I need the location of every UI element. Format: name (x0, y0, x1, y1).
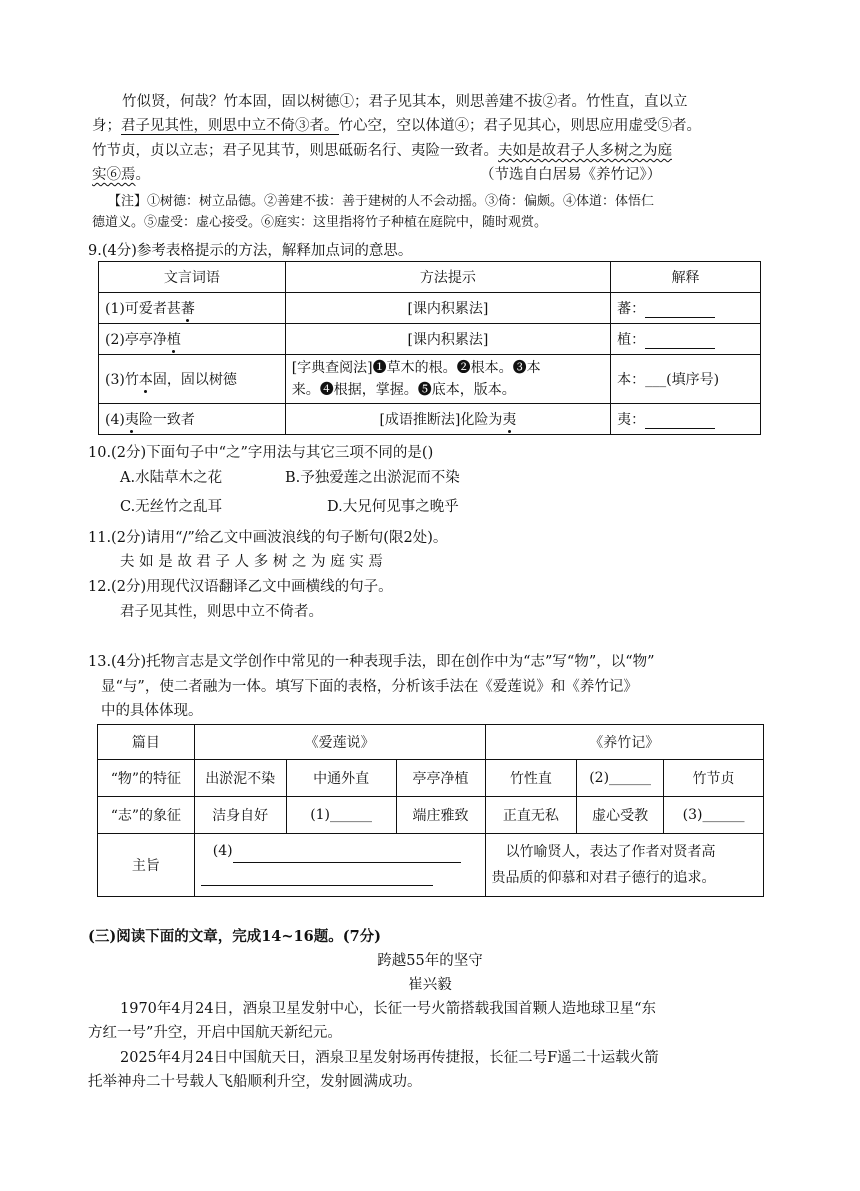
table-row (98, 797, 764, 834)
passage-text: 身； (92, 118, 121, 134)
row-label: 主旨 (98, 834, 195, 897)
table-cell: 洁身自好 (194, 797, 286, 834)
word-cell (99, 293, 286, 324)
method-cell (285, 404, 610, 435)
q12-sentence: 君子见其性，则思中立不倚者。 (120, 604, 323, 620)
article-author: 崔兴毅 (408, 977, 452, 993)
table-row (99, 404, 761, 435)
passage-text: 。 (135, 167, 150, 183)
table-cell: 中通外直 (286, 760, 396, 797)
theme-text-cell (485, 834, 763, 897)
dotted-word: 本 (138, 372, 153, 388)
q10-option-c[interactable]: C.无丝竹之乱耳 (120, 499, 223, 515)
table-row (99, 324, 761, 355)
q13-stem-line-2: 显“与”，使二者融为一体。填写下面的表格，分析该手法在《爱莲说》和《养竹记》 (101, 679, 638, 695)
table-header-row (98, 725, 764, 760)
answer-blank[interactable]: (2)______ (577, 760, 664, 797)
table-row (98, 760, 764, 797)
article-paragraph-1: 1970年4月24日，酒泉卫星发射中心，长征一号火箭搭载我国首颗人造地球卫星“东 (120, 1001, 656, 1017)
dotted-word: 夷 (124, 412, 139, 428)
q10-option-b[interactable]: B.予独爱莲之出淤泥而不染 (285, 470, 460, 486)
word-text: (4) (105, 412, 125, 428)
answer-cell[interactable] (611, 324, 761, 355)
passage-line-3 (92, 138, 672, 164)
word-text: (3)竹 (105, 372, 139, 388)
answer-cell[interactable]: 本：___(填序号) (611, 355, 761, 404)
theme-line (201, 863, 479, 886)
word-cell (99, 324, 286, 355)
method-line: 来。❹根据，掌握。❺底本，版本。 (291, 382, 516, 398)
answer-blank[interactable] (233, 840, 461, 863)
table-cell: 端庄雅致 (396, 797, 485, 834)
notes-line-1: 【注】①树德：树立品德。②善建不拔：善于建树的人不会动摇。③倚：偏颇。④体道：体悟仁 (108, 194, 655, 209)
theme-answer-cell[interactable] (194, 834, 485, 897)
method-text: [成语推断法]化险为 (379, 412, 503, 428)
table-header: 解释 (611, 262, 761, 293)
theme-text: 以竹喻贤人，表达了作者对贤者高 (505, 844, 716, 860)
dotted-word: 植 (166, 332, 181, 348)
answer-blank[interactable]: (3)______ (664, 797, 764, 834)
table-cell: 竹性直 (485, 760, 577, 797)
row-label: “物”的特征 (98, 760, 195, 797)
answer-cell[interactable] (611, 293, 761, 324)
q9-table (98, 261, 761, 435)
table-cell: 亭亭净植 (396, 760, 485, 797)
word-text: 险一致者 (138, 412, 195, 428)
work-title: 《爱莲说》 (194, 725, 485, 760)
article-paragraph-1-cont: 方红一号”升空，开启中国航天新纪元。 (88, 1025, 342, 1041)
answer-blank[interactable] (645, 332, 715, 349)
section-heading: (三)阅读下面的文章，完成14~16题。(7分) (88, 928, 382, 945)
method-cell: [课内积累法] (285, 293, 610, 324)
table-header-row (99, 262, 761, 293)
q11-stem: 11.(2分)请用“/”给乙文中画波浪线的句子断句(限2处)。 (88, 530, 448, 546)
article-paragraph-2-cont: 托举神舟二十号载人飞船顺利升空，发射圆满成功。 (88, 1074, 422, 1090)
article-paragraph-2: 2025年4月24日中国航天日，酒泉卫星发射场再传捷报，长征二号F遥二十运载火箭 (120, 1050, 659, 1066)
passage-source: （节选自白居易《养竹记》） (480, 167, 662, 183)
passage-line-4 (92, 162, 150, 188)
table-cell: 竹节贞 (664, 760, 764, 797)
blank-label: (4) (212, 843, 233, 859)
answer-label: 植： (617, 332, 646, 348)
wavy-sentence: 夫如是故君子人多树之为庭 (498, 143, 672, 159)
answer-label: 蕃： (617, 301, 646, 317)
table-header: 方法提示 (285, 262, 610, 293)
answer-cell[interactable] (611, 404, 761, 435)
answer-blank[interactable] (645, 412, 715, 429)
q12-stem: 12.(2分)用现代汉语翻译乙文中画横线的句子。 (88, 579, 393, 595)
q13-table (97, 724, 764, 897)
table-cell: 出淤泥不染 (194, 760, 286, 797)
theme-line (201, 840, 479, 863)
article-title: 跨越55年的坚守 (377, 953, 483, 969)
passage-text: 竹心空，空以体道④；君子见其心，则思应用虚受⑤者。 (338, 118, 701, 134)
table-row (99, 355, 761, 404)
word-text: (2)亭亭净 (105, 332, 167, 348)
answer-blank[interactable]: (1)______ (286, 797, 396, 834)
dotted-word: 蕃 (180, 301, 195, 317)
answer-label: 夷： (617, 412, 646, 428)
theme-text: 贵品质的仰慕和对君子德行的追求。 (491, 870, 716, 886)
passage-line-1: 竹似贤，何哉？竹本固，固以树德①；君子见其本，则思善建不拔②者。竹性直，直以立 (122, 94, 688, 110)
passage-text: 竹节贞，贞以立志；君子见其节，则思砥砺名行、夷险一致者。 (92, 143, 498, 159)
underlined-sentence: 君子见其性，则思中立不倚③者。 (121, 118, 339, 134)
work-title: 《养竹记》 (485, 725, 763, 760)
word-text: (1)可爱者甚 (105, 301, 181, 317)
answer-blank[interactable] (645, 301, 715, 318)
table-cell: 正直无私 (485, 797, 577, 834)
answer-blank[interactable] (201, 863, 433, 886)
option-text: A.水陆草木之花 (120, 470, 223, 486)
q10-option-d[interactable]: D.大兄何见事之晚乎 (327, 499, 459, 515)
method-cell (285, 355, 610, 404)
table-header: 篇目 (98, 725, 195, 760)
dotted-word: 夷 (502, 412, 517, 428)
q13-stem-line-3: 中的具体体现。 (101, 703, 203, 719)
word-text: 固，固以树德 (152, 372, 237, 388)
q13-stem-line-1: 13.(4分)托物言志是文学创作中常见的一种表现手法，即在创作中为“志”写“物”，以“物” (88, 654, 655, 670)
table-row (98, 834, 764, 897)
method-cell: [课内积累法] (285, 324, 610, 355)
word-cell (99, 404, 286, 435)
table-row (99, 293, 761, 324)
passage-line-2 (92, 113, 701, 139)
q11-sentence[interactable]: 夫 如 是 故 君 子 人 多 树 之 为 庭 实 焉 (120, 554, 383, 570)
method-line: [字典查阅法]❶草木的根。❷根本。❸本 (291, 360, 541, 376)
q10-option-a[interactable] (120, 465, 222, 491)
word-cell (99, 355, 286, 404)
q10-stem: 10.(2分)下面句子中“之”字用法与其它三项不同的是() (88, 445, 434, 461)
table-cell: 虚心受教 (577, 797, 664, 834)
wavy-sentence-end: 实⑥焉 (92, 167, 136, 183)
row-label: “志”的象征 (98, 797, 195, 834)
q9-stem: 9.(4分)参考表格提示的方法，解释加点词的意思。 (88, 243, 413, 259)
notes-line-2: 德道义。⑤虚受：虚心接受。⑥庭实：这里指将竹子种植在庭院中，随时观赏。 (92, 215, 548, 230)
table-header: 文言词语 (99, 262, 286, 293)
